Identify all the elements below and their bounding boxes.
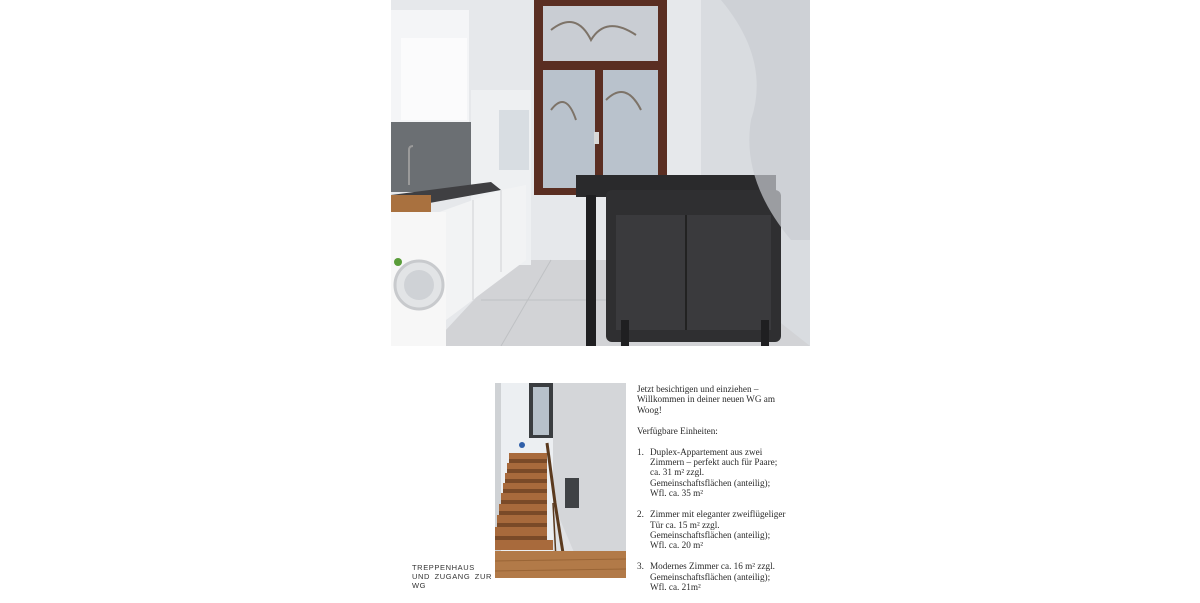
list-text: Duplex-Appartement aus zwei Zimmern – perfekt auch für Paare; ca. 31 m² zzgl. Gemeinschaftsflächen (anteilig); Wfl. ca. 35 m² (650, 446, 778, 499)
list-number: 2. (637, 509, 644, 520)
units-heading: Verfügbare Einheiten: (637, 425, 718, 436)
kitchen-photo (391, 0, 810, 346)
list-number: 3. (637, 561, 644, 572)
list-item (637, 447, 787, 499)
staircase-photo (495, 383, 626, 578)
list-item (637, 561, 787, 592)
list-item (637, 509, 787, 551)
list-number: 1. (637, 446, 644, 457)
list-text: Modernes Zimmer ca. 16 m² zzgl. Gemeinschaftsflächen (anteilig); Wfl. ca. 21m² (650, 561, 775, 593)
intro-paragraph: Jetzt besichtigen und einziehen – Willkommen in deiner neuen WG am Woog! (637, 384, 776, 415)
photo-caption: TREPPENHAUS UND ZUGANG ZUR WG (412, 563, 492, 590)
list-text: Zimmer mit eleganter zweiflügeliger Tür ca. 15 m² zzgl. Gemeinschaftsflächen (anteilig); Wfl. ca. 20 m² (650, 509, 786, 551)
units-list (637, 447, 787, 593)
text-column (637, 384, 787, 603)
